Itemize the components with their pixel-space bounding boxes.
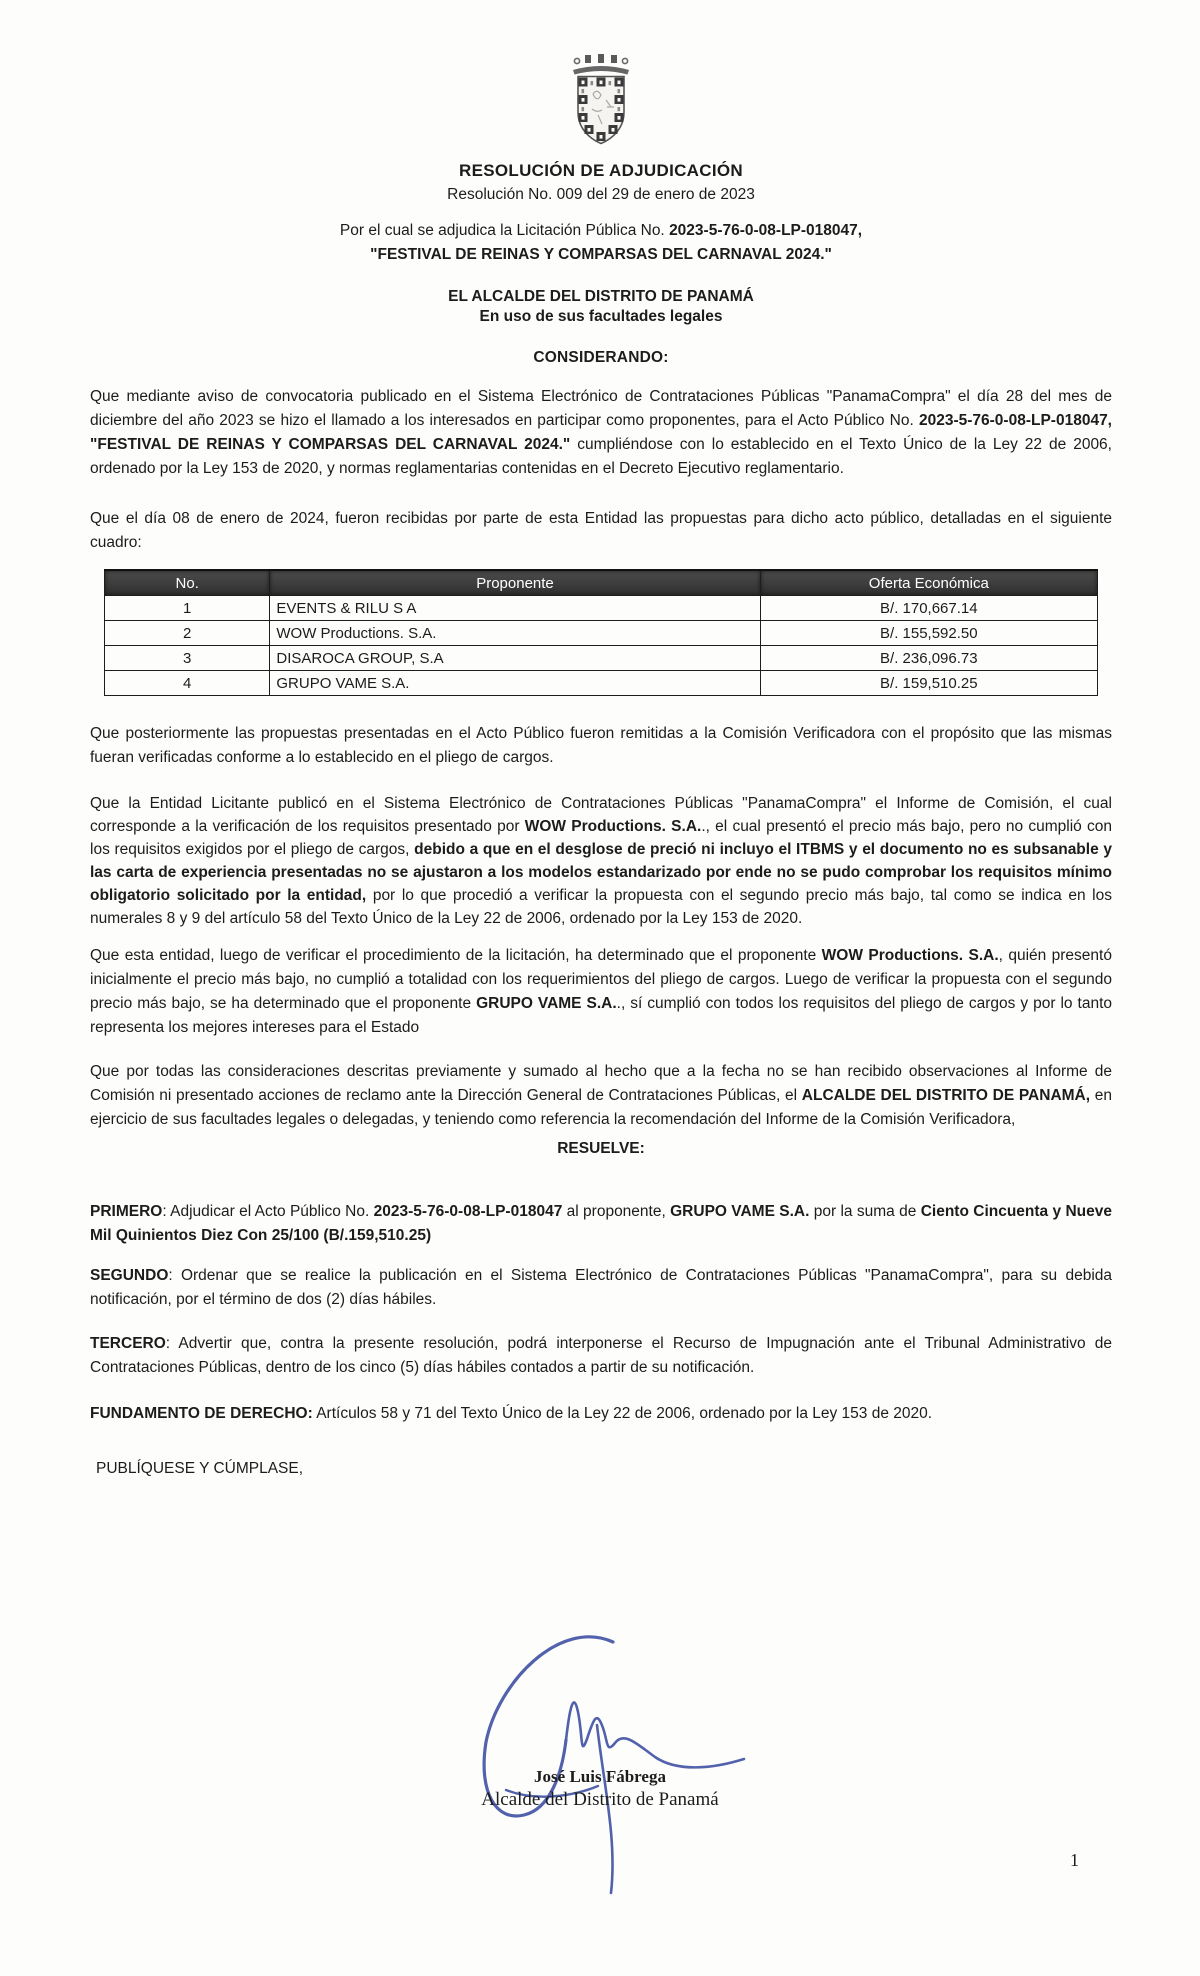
coat-of-arms-icon — [565, 52, 637, 148]
cell-no: 4 — [105, 671, 270, 696]
paragraph-consideraciones: Que por todas las consideraciones descritas previamente y sumado al hecho que a la fecha no se han recibido observaciones al Informe de Comisión ni presentado acciones de reclamo ante la Dirección General de Contrataciones Públicas, el ALCALDE DEL DISTRITO DE PANAMÁ, en ejercicio de sus facultades legales o delegadas, y teniendo como referencia la recomendación del Informe de la Comisión Verificadora, — [90, 1063, 1112, 1128]
cell-proponente: DISAROCA GROUP, S.A — [270, 646, 760, 671]
authority-heading: EL ALCALDE DEL DISTRITO DE PANAMÁ — [448, 288, 754, 305]
cell-oferta: B/. 170,667.14 — [760, 596, 1097, 621]
considerando-heading: CONSIDERANDO: — [533, 349, 669, 366]
clause-tercero: TERCERO: Advertir que, contra la presente resolución, podrá interponerse el Recurso de Impugnación ante el Tribunal Administrativo de Contrataciones Públicas, dentro de los cinco (5) días hábiles contados a partir de su notificación. — [90, 1334, 1112, 1376]
authority-subheading: En uso de sus facultades legales — [479, 308, 723, 325]
cell-no: 3 — [105, 646, 270, 671]
signature-block — [0, 1766, 1200, 1812]
paragraph-propuestas-recibidas: Que el día 08 de enero de 2024, fueron recibidas por parte de esta Entidad las propuestas para dicho acto público, detalladas en el siguiente cuadro: — [90, 510, 1112, 551]
table-row — [105, 671, 1098, 696]
cell-oferta: B/. 236,096.73 — [760, 646, 1097, 671]
cell-no: 1 — [105, 596, 270, 621]
table-row — [105, 621, 1098, 646]
page-number: 1 — [1070, 1850, 1079, 1870]
cell-proponente: GRUPO VAME S.A. — [270, 671, 760, 696]
paragraph-comision-verificadora: Que posteriormente las propuestas presentadas en el Acto Público fueron remitidas a la Comisión Verificadora con el propósito que las mismas fueran verificadas conforme a lo establecido en el pliego de cargos. — [90, 725, 1112, 766]
table-header-row — [105, 570, 1098, 596]
intro-block — [90, 219, 1112, 267]
cell-oferta: B/. 155,592.50 — [760, 621, 1097, 646]
cell-no: 2 — [105, 621, 270, 646]
paragraph-informe-comision: Que la Entidad Licitante publicó en el Sistema Electrónico de Contrataciones Públicas "PanamaCompra" el Informe de Comisión, el cual corresponde a la verificación de los requisitos presentado por WOW Productions. S.A.., el cual presentó el precio más bajo, pero no cumplió con los requisitos exigidos por el pliego de cargos, debido a que en el desglose de preció ni incluyo el ITBMS y el documento no es subsanable y las carta de experiencia presentadas no se ajustaron a los modelos estandarizado por ende no se pudo comprobar los requisitos mínimo obligatorio solicitado por la entidad, por lo que procedió a verificar la propuesta con el segundo precio más bajo, tal como se indica en los numerales 8 y 9 del artículo 58 del Texto Único de la Ley 22 de 2006, ordenado por la Ley 153 de 2020. — [90, 795, 1112, 927]
document-subtitle: Resolución No. 009 del 29 de enero de 2023 — [447, 186, 755, 203]
cell-proponente: WOW Productions. S.A. — [270, 621, 760, 646]
document-title: RESOLUCIÓN DE ADJUDICACIÓN — [459, 161, 743, 180]
signer-name: José Luis Fábrega — [534, 1767, 666, 1786]
paragraph-convocatoria: Que mediante aviso de convocatoria publicado en el Sistema Electrónico de Contrataciones Públicas "PanamaCompra" el día 28 del mes de diciembre del año 2023 se hizo el llamado a los interesados en participar como proponentes, para el Acto Público No. 2023-5-76-0-08-LP-018047, "FESTIVAL DE REINAS Y COMPARSAS DEL CARNAVAL 2024." cumpliéndose con lo establecido en el Texto Único de la Ley 22 de 2006, ordenado por la Ley 153 de 2020, y normas reglamentarias contenidas en el Decreto Ejecutivo reglamentario. — [90, 388, 1112, 477]
cell-proponente: EVENTS & RILU S A — [270, 596, 760, 621]
clause-fundamento: FUNDAMENTO DE DERECHO: Artículos 58 y 71 del Texto Único de la Ley 22 de 2006, ordenado por la Ley 153 de 2020. — [90, 1404, 933, 1422]
signer-title: Alcalde del Distrito de Panamá — [481, 1789, 719, 1810]
clause-segundo: SEGUNDO: Ordenar que se realice la publicación en el Sistema Electrónico de Contrataciones Públicas "PanamaCompra", para su debida notificación, por el término de dos (2) días hábiles. — [90, 1266, 1112, 1308]
table-row — [105, 596, 1098, 621]
intro-line-1: Por el cual se adjudica la Licitación Pública No. 2023-5-76-0-08-LP-018047, — [339, 222, 863, 239]
proposals-table — [104, 569, 1098, 696]
column-header-oferta: Oferta Económica — [760, 570, 1097, 596]
document-content — [90, 0, 1112, 1478]
clause-primero: PRIMERO: Adjudicar el Acto Público No. 2023-5-76-0-08-LP-018047 al proponente, GRUPO VAME S.A. por la suma de Ciento Cincuenta y Nueve Mil Quinientos Diez Con 25/100 (B/.159,510.25) — [90, 1203, 1112, 1244]
paragraph-verificacion: Que esta entidad, luego de verificar el procedimiento de la licitación, ha determinado que el proponente WOW Productions. S.A., quién presentó inicialmente el precio más bajo, no cumplió a totalidad con los requerimientos del pliego de cargos. Luego de verificar la propuesta con el segundo precio más bajo, se ha determinado que el proponente GRUPO VAME S.A.., sí cumplió con todos los requisitos del pliego de cargos y por lo tanto representa los mejores intereses para el Estado — [90, 947, 1112, 1036]
table-row — [105, 646, 1098, 671]
column-header-proponente: Proponente — [270, 570, 760, 596]
column-header-no: No. — [105, 570, 270, 596]
proposals-table-body — [105, 596, 1098, 696]
cell-oferta: B/. 159,510.25 — [760, 671, 1097, 696]
intro-line-2: "FESTIVAL DE REINAS Y COMPARSAS DEL CARNAVAL 2024." — [370, 246, 832, 263]
emblem-container — [90, 52, 1112, 153]
closing-formula: PUBLÍQUESE Y CÚMPLASE, — [96, 1459, 304, 1477]
resuelve-heading: RESUELVE: — [557, 1140, 645, 1157]
